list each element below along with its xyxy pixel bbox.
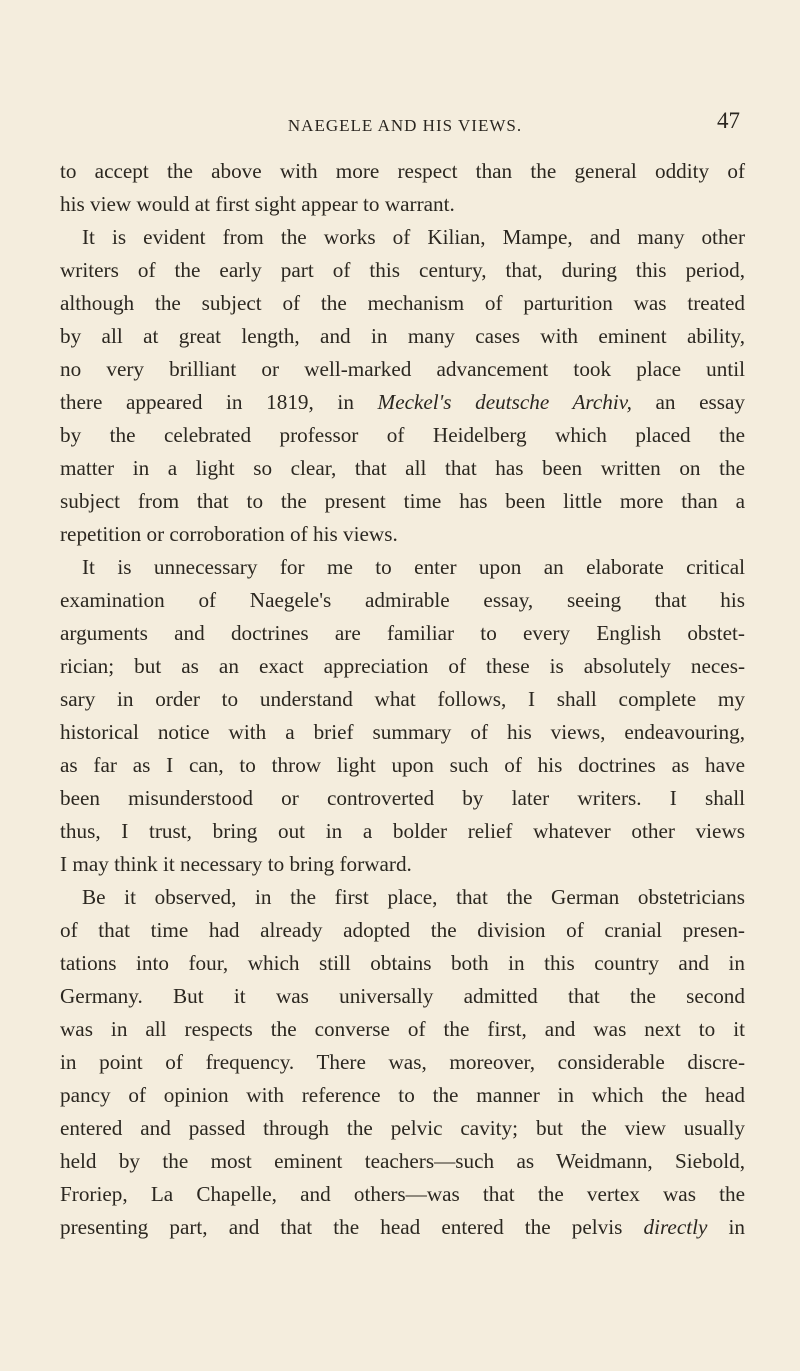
text-line: Froriep, La Chapelle, and others—was that the vertex was the: [60, 1182, 745, 1206]
text-line: of that time had already adopted the division of cranial presen-: [60, 918, 745, 942]
paragraph-2: [60, 221, 745, 551]
text-line-with-italic: [60, 386, 745, 419]
italic-word: directly: [643, 1215, 708, 1239]
page-header: [60, 108, 750, 140]
text-line: Be it observed, in the first place, that the German obstetricians: [82, 885, 745, 909]
text-line: to accept the above with more respect than the general oddity of: [60, 159, 745, 183]
text-line: thus, I trust, bring out in a bolder relief whatever other views: [60, 819, 745, 843]
line-start: presenting part, and that the head entered the pelvis: [60, 1215, 623, 1239]
text-line: his view would at first sight appear to warrant.: [60, 192, 455, 216]
italic-title: Meckel's deutsche Archiv,: [377, 390, 632, 414]
text-line: no very brilliant or well-marked advancement took place until: [60, 357, 745, 381]
text-line: been misunderstood or controverted by later writers. I shall: [60, 786, 745, 810]
text-line: repetition or corroboration of his views.: [60, 522, 398, 546]
paragraph-1: [60, 155, 745, 221]
text-line: was in all respects the converse of the first, and was next to it: [60, 1017, 745, 1041]
text-line: I may think it necessary to bring forward.: [60, 852, 412, 876]
paragraph-4: [60, 881, 745, 1244]
body-text: [60, 155, 745, 1244]
paragraph-3: [60, 551, 745, 881]
text-line: rician; but as an exact appreciation of these is absolutely neces-: [60, 654, 745, 678]
text-line: It is unnecessary for me to enter upon an elaborate critical: [82, 555, 745, 579]
text-line: historical notice with a brief summary of his views, endeavouring,: [60, 720, 745, 744]
text-line: matter in a light so clear, that all that has been written on the: [60, 456, 745, 480]
text-line: entered and passed through the pelvic cavity; but the view usually: [60, 1116, 745, 1140]
text-line: sary in order to understand what follows, I shall complete my: [60, 687, 745, 711]
text-line: as far as I can, to throw light upon such of his doctrines as have: [60, 753, 745, 777]
text-line: pancy of opinion with reference to the manner in which the head: [60, 1083, 745, 1107]
text-line: tations into four, which still obtains both in this country and in: [60, 951, 745, 975]
text-line: although the subject of the mechanism of parturition was treated: [60, 291, 745, 315]
text-line: subject from that to the present time has been little more than a: [60, 489, 745, 513]
text-line: in point of frequency. There was, moreover, considerable discre-: [60, 1050, 745, 1074]
text-line: Germany. But it was universally admitted that the second: [60, 984, 745, 1008]
text-line: arguments and doctrines are familiar to every English obstet-: [60, 621, 745, 645]
text-line: writers of the early part of this century, that, during this period,: [60, 258, 745, 282]
page-number: 47: [717, 108, 740, 133]
text-line: by the celebrated professor of Heidelberg which placed the: [60, 423, 745, 447]
text-line-with-italic: [60, 1211, 745, 1244]
line-start: there appeared in 1819, in: [60, 390, 354, 414]
line-end: an essay: [655, 390, 746, 414]
text-line: by all at great length, and in many cases with eminent ability,: [60, 324, 745, 348]
running-head: NAEGELE AND HIS VIEWS.: [287, 116, 523, 135]
text-line: examination of Naegele's admirable essay, seeing that his: [60, 588, 745, 612]
text-line: It is evident from the works of Kilian, Mampe, and many other: [82, 225, 745, 249]
line-end: in: [728, 1215, 746, 1239]
text-line: held by the most eminent teachers—such as Weidmann, Siebold,: [60, 1149, 745, 1173]
